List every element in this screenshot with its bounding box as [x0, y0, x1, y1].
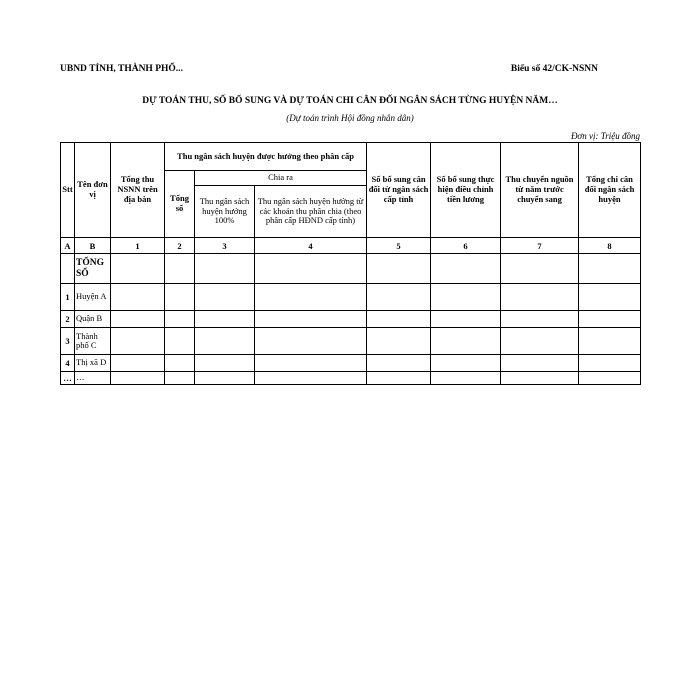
- table-row-total: [61, 254, 641, 284]
- table-cell: [501, 355, 579, 372]
- table-row: [61, 284, 641, 311]
- row-stt: 1: [61, 284, 75, 311]
- table-cell: [579, 311, 641, 328]
- table-cell: [367, 284, 431, 311]
- table-row: [61, 311, 641, 328]
- col-header-total-expenditure: Tổng chi cân đối ngân sách huyện: [579, 143, 641, 238]
- col-header-stt: Stt: [61, 143, 75, 238]
- table-cell: [195, 311, 255, 328]
- table-cell: [367, 372, 431, 385]
- index-cell: B: [75, 238, 111, 254]
- table-cell: [255, 372, 367, 385]
- table-cell: [255, 254, 367, 284]
- document-title: DỰ TOÁN THU, SỐ BỔ SUNG VÀ DỰ TOÁN CHI CÂN ĐỐI NGÂN SÁCH TỪNG HUYỆN NĂM…: [142, 96, 558, 106]
- row-name: Huyện A: [75, 284, 111, 311]
- table-cell: [165, 311, 195, 328]
- agency-name: UBND TỈNH, THÀNH PHỐ...: [60, 64, 183, 74]
- col-header-balance-supplement: Số bổ sung cân đối từ ngân sách cấp tỉnh: [367, 143, 431, 238]
- table-cell: [579, 254, 641, 284]
- table-cell: [195, 328, 255, 355]
- index-cell: 2: [165, 238, 195, 254]
- table-cell: [255, 284, 367, 311]
- row-name: Thành phố C: [75, 328, 111, 355]
- table-cell: [431, 355, 501, 372]
- table-cell: [501, 372, 579, 385]
- index-cell: A: [61, 238, 75, 254]
- table-cell: [165, 284, 195, 311]
- col-header-district-revenue: Thu ngân sách huyện được hưởng theo phân cấp: [165, 143, 367, 171]
- table-cell: [195, 355, 255, 372]
- table-cell: [431, 311, 501, 328]
- table-row: [61, 328, 641, 355]
- index-cell: 5: [367, 238, 431, 254]
- row-stt: …: [61, 372, 75, 385]
- table-cell: [431, 254, 501, 284]
- index-cell: 8: [579, 238, 641, 254]
- table-cell: [255, 311, 367, 328]
- table-cell: [165, 372, 195, 385]
- table-cell: [579, 284, 641, 311]
- table-cell: [255, 328, 367, 355]
- table-cell: [195, 372, 255, 385]
- table-cell: [111, 328, 165, 355]
- col-header-carryover: Thu chuyển nguồn từ năm trước chuyển sang: [501, 143, 579, 238]
- table-cell: [501, 284, 579, 311]
- table-cell: [579, 355, 641, 372]
- table-cell: [111, 311, 165, 328]
- table-cell: [255, 355, 367, 372]
- index-cell: 4: [255, 238, 367, 254]
- document-subtitle: (Dự toán trình Hội đồng nhân dân): [286, 113, 414, 123]
- table-cell: [367, 254, 431, 284]
- table-cell: [431, 328, 501, 355]
- table-row-ellipsis: [61, 372, 641, 385]
- col-header-total-revenue: Tổng thu NSNN trên địa bàn: [111, 143, 165, 238]
- table-cell: [431, 284, 501, 311]
- table-cell: [111, 372, 165, 385]
- col-header-salary-supplement: Số bổ sung thực hiện điều chỉnh tiền lương: [431, 143, 501, 238]
- table-cell: [501, 254, 579, 284]
- row-name: …: [75, 372, 111, 385]
- table-cell: [501, 328, 579, 355]
- row-stt: 2: [61, 311, 75, 328]
- budget-table: [60, 142, 641, 385]
- index-row: [61, 238, 641, 254]
- row-name: TỔNG SỐ: [75, 254, 111, 284]
- table-cell: [195, 254, 255, 284]
- row-stt: 4: [61, 355, 75, 372]
- index-cell: 7: [501, 238, 579, 254]
- table-cell: [579, 372, 641, 385]
- index-cell: 3: [195, 238, 255, 254]
- form-number: Biểu số 42/CK-NSNN: [510, 64, 598, 74]
- row-stt: 3: [61, 328, 75, 355]
- index-cell: 1: [111, 238, 165, 254]
- row-name: Thị xã D: [75, 355, 111, 372]
- table-cell: [165, 355, 195, 372]
- table-cell: [431, 372, 501, 385]
- col-header-unit-name: Tên đơn vị: [75, 143, 111, 238]
- col-header-subtotal: Tổng số: [165, 171, 195, 238]
- table-cell: [111, 355, 165, 372]
- unit-label: Đơn vị: Triệu đồng: [570, 131, 640, 141]
- row-name: Quận B: [75, 311, 111, 328]
- table-cell: [367, 355, 431, 372]
- table-cell: [501, 311, 579, 328]
- table-cell: [165, 254, 195, 284]
- table-cell: [111, 284, 165, 311]
- table-cell: [165, 328, 195, 355]
- table-row: [61, 355, 641, 372]
- col-header-revenue-shared: Thu ngân sách huyện hưởng từ các khoản thu phân chia (theo phân cấp HĐND cấp tỉnh): [255, 186, 367, 238]
- table-cell: [367, 328, 431, 355]
- table-cell: [195, 284, 255, 311]
- index-cell: 6: [431, 238, 501, 254]
- col-header-breakdown: Chia ra: [195, 171, 367, 186]
- table-cell: [579, 328, 641, 355]
- table-cell: [367, 311, 431, 328]
- col-header-revenue-100: Thu ngân sách huyện hưởng 100%: [195, 186, 255, 238]
- row-stt: [61, 254, 75, 284]
- table-cell: [111, 254, 165, 284]
